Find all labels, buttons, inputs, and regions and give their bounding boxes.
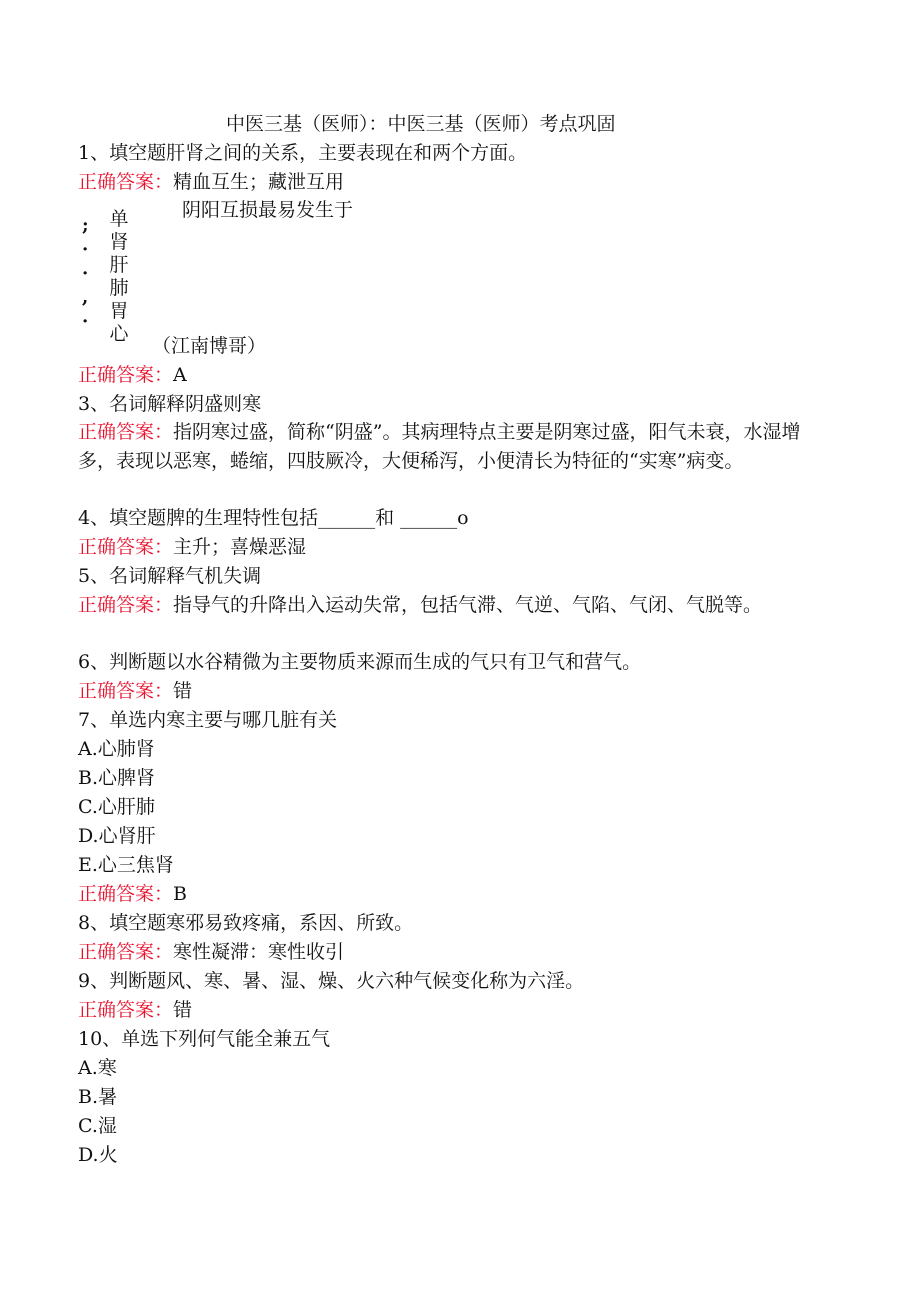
question-2-source: （江南博哥） [152,335,267,357]
answer-label: 正确答案： [78,999,174,1021]
answer-text: 指阴寒过盛，简称“阴盛”。其病理特点主要是阴寒过盛，阳气未衰，水湿增多，表现以恶寒，蜷缩，四肢厥冷，大便稀泻，小便清长为特征的“实寒”病变。 [78,421,801,472]
mark: · [82,239,89,260]
answer-label: 正确答案： [78,883,174,905]
answer-label: 正确答案： [78,364,174,386]
option-10d: D.火 [78,1144,118,1166]
vertical-char: 心 [109,323,129,345]
mark: ; [82,215,89,236]
answer-text: 精血互生；藏泄互用 [173,171,345,193]
option-7d: D.心肾肝 [78,825,156,847]
answer-text: 错 [173,680,193,702]
option-10a: A.寒 [78,1057,117,1079]
question-5: 5、名词解释气机失调 [78,565,262,587]
question-4: 4、填空题脾的生理特性包括______和 ______o [78,507,469,529]
vertical-char: 单 [109,208,129,230]
answer-3 [78,418,818,476]
answer-text: B [173,883,187,905]
option-10b: B.暑 [78,1086,118,1108]
mark: , [82,287,89,308]
option-10c: C.湿 [78,1115,117,1137]
answer-text: 错 [173,999,193,1021]
question-6: 6、判断题以水谷精微为主要物质来源而生成的气只有卫气和营气。 [78,651,642,673]
answer-5 [78,591,818,620]
vertical-char: 肝 [109,254,129,276]
answer-label: 正确答案： [78,941,174,963]
answer-label: 正确答案： [78,536,174,558]
answer-label: 正确答案： [78,680,174,702]
answer-label: 正确答案： [78,594,174,616]
question-2-stem: 阴阳互损最易发生于 [182,199,354,221]
answer-label: 正确答案： [78,171,174,193]
question-8: 8、填空题寒邪易致疼痛，系因、所致。 [78,912,414,934]
vertical-char: 肺 [109,277,129,299]
option-7b: B.心脾肾 [78,767,156,789]
question-7: 7、单选内寒主要与哪几脏有关 [78,709,338,731]
option-7e: E.心三焦肾 [78,854,174,876]
answer-text: 寒性凝滞：寒性收引 [173,941,345,963]
mark: · [82,263,89,284]
vertical-char: 肾 [109,231,129,253]
document-title: 中医三基（医师）：中医三基（医师）考点巩固 [226,113,616,135]
answer-6 [78,677,192,706]
vertical-char: 胃 [109,300,129,322]
option-7a: A.心肺肾 [78,738,155,760]
question-2-marks [82,214,92,334]
question-1: 1、填空题肝肾之间的关系，主要表现在和两个方面。 [78,142,528,164]
option-7c: C.心肝肺 [78,796,155,818]
answer-9 [78,996,192,1025]
answer-text: A [173,364,187,386]
question-3: 3、名词解释阴盛则寒 [78,393,262,415]
answer-8 [78,938,344,967]
answer-4 [78,533,306,562]
question-2-vertical-text [108,208,130,346]
answer-text: 指导气的升降出入运动失常，包括气滞、气逆、气陷、气闭、气脱等。 [173,594,763,616]
mark: · [82,311,89,332]
answer-7 [78,880,187,909]
answer-1 [78,168,344,197]
answer-label: 正确答案： [78,421,174,443]
question-10: 10、单选下列何气能全兼五气 [78,1028,331,1050]
question-9: 9、判断题风、寒、暑、湿、燥、火六种气候变化称为六淫。 [78,970,585,992]
answer-text: 主升；喜燥恶湿 [173,536,307,558]
answer-2 [78,361,187,390]
